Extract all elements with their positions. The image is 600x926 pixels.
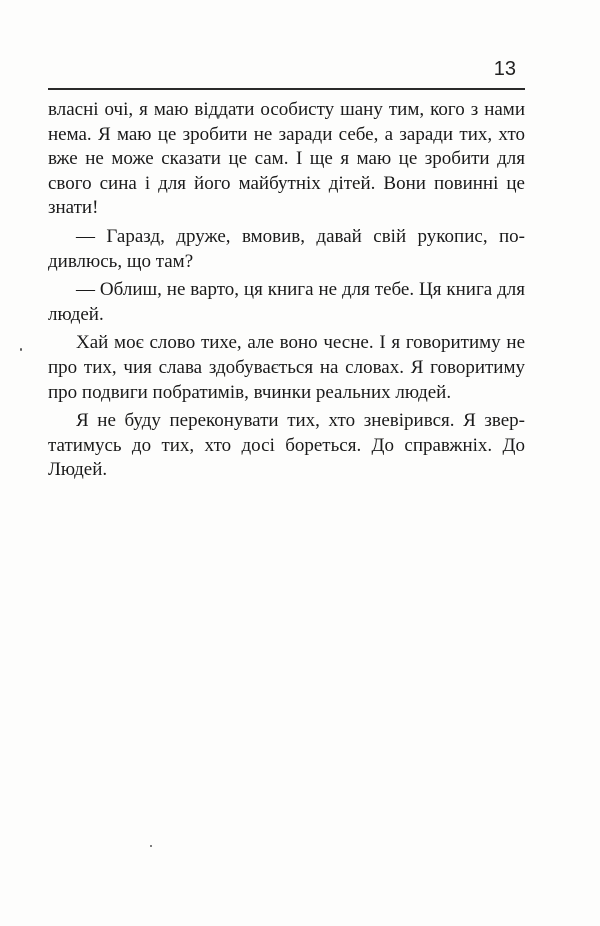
paragraph-2: — Гаразд, друже, вмовив, давай свій рукопис, подивлюсь, що там? (48, 225, 525, 272)
body-text (48, 98, 525, 483)
paragraph-4: Хай моє слово тихе, але воно чесне. І я говоритиму не про тих, чия слава здобувається на словах. Я говоритиму про подвиги побратимів, вчинки реальних людей. (48, 332, 525, 403)
paragraph-3: — Облиш, не варто, ця книга не для тебе. Ця книга для людей. (48, 279, 525, 325)
header-rule (48, 88, 525, 90)
paragraph-5: Я не буду переконувати тих, хто зневірився. Я звертатимусь до тих, хто досі бореться. До справжніх. До Людей. (48, 410, 525, 481)
print-speck (20, 348, 22, 351)
paragraph-1: власні очі, я маю віддати особисту шану тим, кого з нами нема. Я маю це зробити не заради себе, а заради тих, хто вже не може сказати це сам. І ще я маю це зробити для свого сина і для його майбутніх дітей. Вони повинні це знати! (48, 99, 525, 219)
page-number: 13 (493, 58, 516, 80)
print-speck (150, 845, 152, 847)
